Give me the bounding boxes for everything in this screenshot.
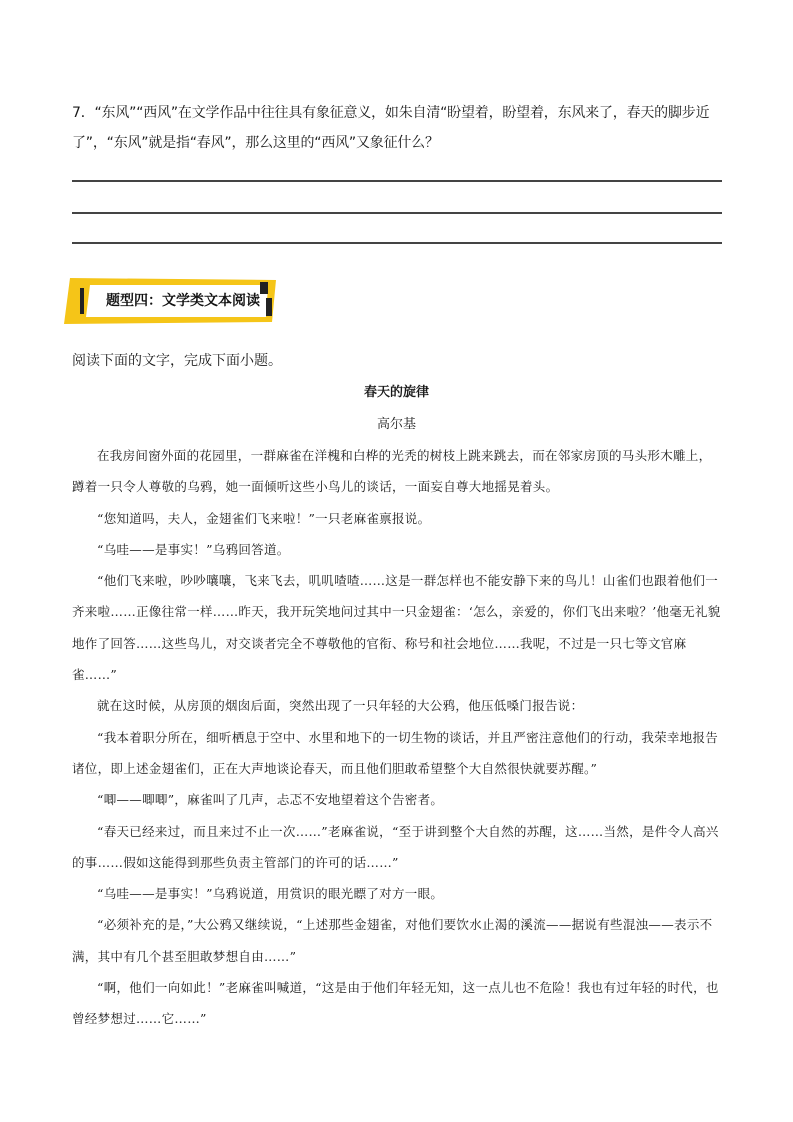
passage-paragraph: “您知道吗，夫人，金翅雀们飞来啦！”一只老麻雀禀报说。 — [97, 510, 431, 526]
section-title: 题型四：文学类文本阅读 — [106, 293, 260, 309]
passage-paragraph: “他们飞来啦，吵吵嚷嚷，飞来飞去，叽叽喳喳……这是一群怎样也不能安静下来的鸟儿！山雀们也跟着他们一齐来啦……正像往常一样……昨天，我开玩笑地问过其中一只金翅雀：‘怎么，亲爱的，你们飞出来啦？’他毫无礼貌地作了回答……这些鸟儿，对交谈者完全不尊敬他的官衔、称号和社会地位……我呢，不过是一只七等文官麻雀……” — [72, 573, 721, 683]
answer-line-3[interactable] — [72, 242, 722, 244]
passage-paragraph: “唧——唧唧”，麻雀叫了几声，忐忑不安地望着这个告密者。 — [97, 792, 444, 808]
passage-paragraph: 在我房间窗外面的花园里，一群麻雀在洋槐和白桦的光秃的树枝上跳来跳去，而在邻家房顶的马头形木雕上，蹲着一只令人尊敬的乌鸦，她一面倾听这些小鸟儿的谈话，一面妄自尊大地摇晃着头。 — [72, 448, 712, 495]
passage-paragraph: “必须补充的是，”大公鸦又继续说，“上述那些金翅雀，对他们要饮水止渴的溪流——据说有些混浊——表示不满，其中有几个甚至胆敢梦想自由……” — [72, 917, 713, 964]
passage-paragraph: “我本着职分所在，细听栖息于空中、水里和地下的一切生物的谈话，并且严密注意他们的行动，我荣幸地报告诸位，即上述金翅雀们，正在大声地谈论春天，而且他们胆敢希望整个大自然很快就要苏醒。” — [72, 729, 719, 776]
passage-paragraph: “啊，他们一向如此！”老麻雀叫喊道，“这是由于他们年轻无知，这一点儿也不危险！我也有过年轻的时代，也曾经梦想过……它……” — [72, 980, 719, 1027]
passage-paragraph: “春天已经来过，而且来过不止一次……”老麻雀说，“至于讲到整个大自然的苏醒，这……当然，是件令人高兴的事……假如这能得到那些负责主管部门的许可的话……” — [72, 823, 719, 870]
passage-author: 高尔基 — [376, 417, 416, 432]
passage-body — [72, 440, 722, 1035]
passage-paragraph: “乌哇——是事实！”乌鸦说道，用赏识的眼光瞟了对方一眼。 — [97, 886, 444, 902]
section-banner — [62, 276, 282, 326]
passage-paragraph: “乌哇——是事实！”乌鸦回答道。 — [97, 541, 290, 557]
question-7: 7．“东风”“西风”在文学作品中往往具有象征意义，如朱自清“盼望着，盼望着，东风来了，春天的脚步近了”，“东风”就是指“春风”，那么这里的“西风”又象征什么？ — [72, 105, 710, 151]
answer-line-2[interactable] — [72, 212, 722, 214]
answer-line-1[interactable] — [72, 180, 722, 182]
passage-title: 春天的旋律 — [363, 385, 429, 400]
instruction: 阅读下面的文字，完成下面小题。 — [72, 353, 282, 369]
passage-paragraph: 就在这时候，从房顶的烟囱后面，突然出现了一只年轻的大公鸦，他压低嗓门报告说： — [97, 698, 584, 714]
